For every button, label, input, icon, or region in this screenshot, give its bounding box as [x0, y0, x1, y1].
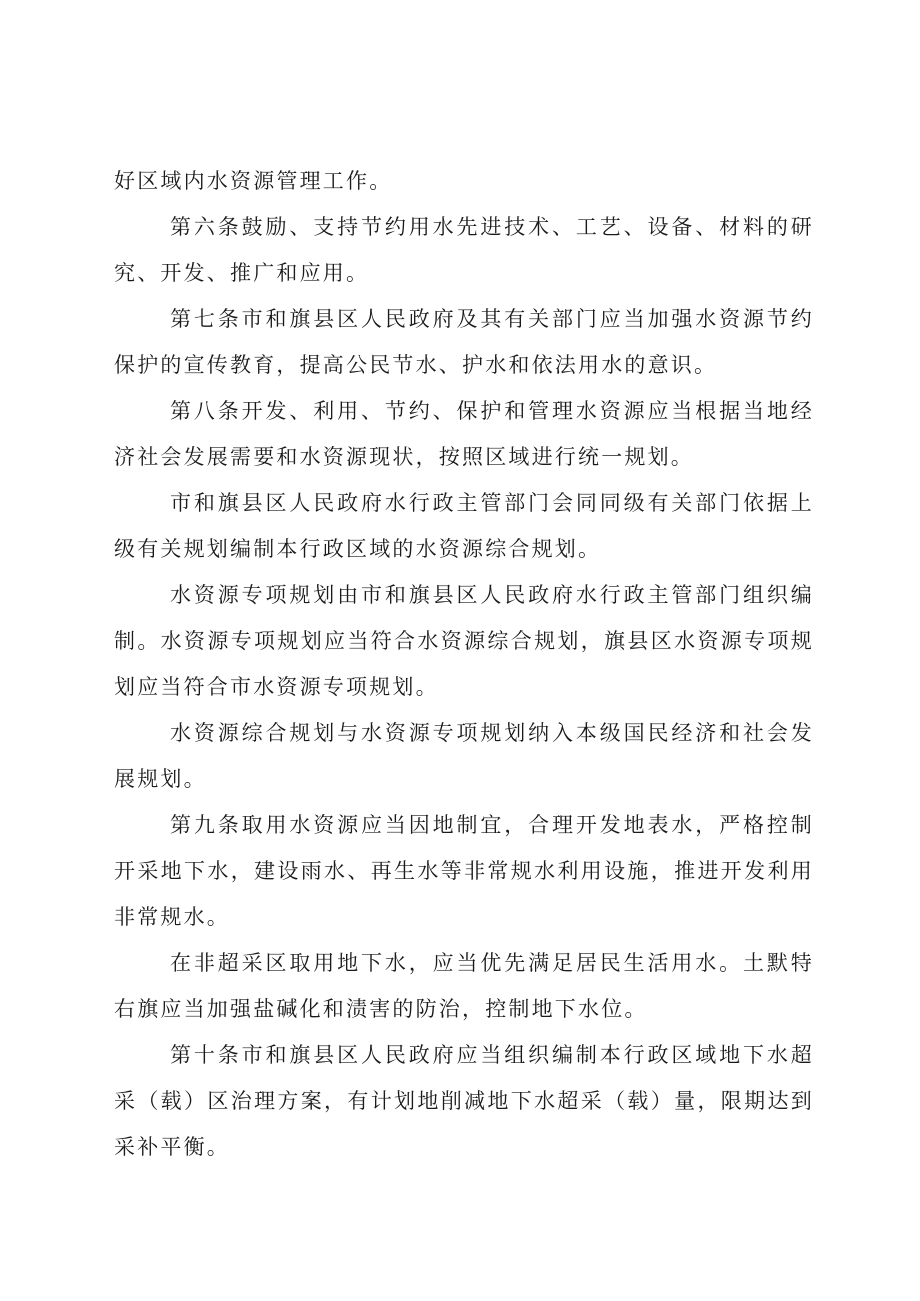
paragraph-article-7: 第七条市和旗县区人民政府及其有关部门应当加强水资源节约保护的宣传教育，提高公民节水、护水和依法用水的意识。 — [114, 307, 814, 377]
paragraph-article-6: 第六条鼓励、支持节约用水先进技术、工艺、设备、材料的研究、开发、推广和应用。 — [114, 215, 814, 285]
paragraph-article-9-clause-2: 在非超采区取用地下水，应当优先满足居民生活用水。土默特右旗应当加强盐碱化和渍害的防治，控制地下水位。 — [114, 951, 814, 1021]
paragraph-article-10: 第十条市和旗县区人民政府应当组织编制本行政区域地下水超采（载）区治理方案，有计划地削减地下水超采（载）量，限期达到采补平衡。 — [114, 1043, 814, 1159]
document-body — [114, 158, 814, 1170]
paragraph-article-8-clause-3: 水资源专项规划由市和旗县区人民政府水行政主管部门组织编制。水资源专项规划应当符合水资源综合规划，旗县区水资源专项规划应当符合市水资源专项规划。 — [114, 583, 814, 699]
paragraph-article-8: 第八条开发、利用、节约、保护和管理水资源应当根据当地经济社会发展需要和水资源现状，按照区域进行统一规划。 — [114, 399, 814, 469]
paragraph-article-8-clause-2: 市和旗县区人民政府水行政主管部门会同同级有关部门依据上级有关规划编制本行政区域的水资源综合规划。 — [114, 491, 814, 561]
paragraph-article-8-clause-4: 水资源综合规划与水资源专项规划纳入本级国民经济和社会发展规划。 — [114, 721, 814, 791]
paragraph-article-9: 第九条取用水资源应当因地制宜，合理开发地表水，严格控制开采地下水，建设雨水、再生水等非常规水利用设施，推进开发利用非常规水。 — [114, 813, 814, 929]
paragraph-continuation: 好区域内水资源管理工作。 — [114, 169, 393, 193]
